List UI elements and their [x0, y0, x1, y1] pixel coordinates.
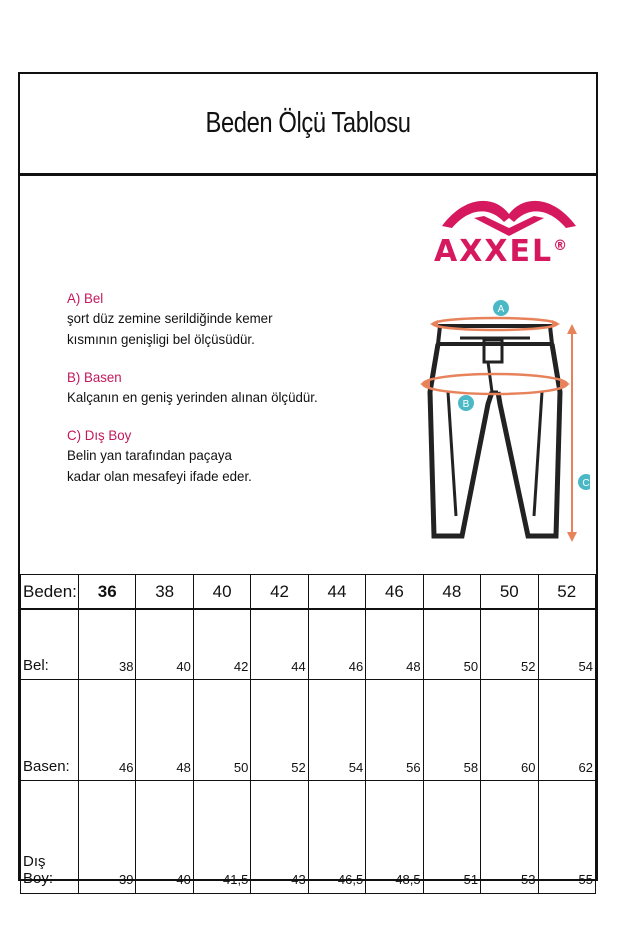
definition-bel [67, 288, 387, 350]
value-cell: 52 [481, 609, 538, 680]
row-label: Dış Boy: [21, 781, 79, 894]
measurement-definitions [67, 288, 387, 504]
value-cell: 41,5 [193, 781, 250, 894]
value-cell: 51 [423, 781, 480, 894]
definition-dis-boy [67, 425, 387, 487]
row-label: Basen: [21, 680, 79, 781]
value-cell: 54 [308, 680, 365, 781]
brand-name-text: AXXEL [434, 234, 554, 269]
size-cell: 46 [366, 575, 423, 610]
value-cell: 48,5 [366, 781, 423, 894]
value-cell: 55 [538, 781, 596, 894]
value-cell: 62 [538, 680, 596, 781]
value-cell: 44 [251, 609, 308, 680]
value-cell: 46 [79, 680, 136, 781]
brand-mark-icon [434, 188, 584, 238]
marker-b: B [462, 399, 470, 410]
value-cell: 48 [136, 680, 193, 781]
row-label: Bel: [21, 609, 79, 680]
size-cell: 44 [308, 575, 365, 610]
pants-diagram [400, 296, 590, 546]
definition-basen [67, 367, 387, 408]
definition-heading: A) Bel [67, 290, 104, 306]
header-label: Beden: [21, 575, 79, 610]
value-cell: 56 [366, 680, 423, 781]
size-cell: 50 [481, 575, 538, 610]
table-row-bel [21, 609, 596, 680]
value-cell: 42 [193, 609, 250, 680]
value-cell: 38 [79, 609, 136, 680]
size-cell: 52 [538, 575, 596, 610]
definition-text: Belin yan tarafından paçaya kadar olan mesafeyi ifade eder. [67, 447, 252, 484]
brand-logo [434, 188, 584, 268]
size-cell: 42 [251, 575, 308, 610]
brand-reg-mark: ® [553, 238, 568, 254]
value-cell: 58 [423, 680, 480, 781]
size-cell: 38 [136, 575, 193, 610]
page-title: Beden Ölçü Tablosu [205, 107, 411, 139]
size-cell: 40 [193, 575, 250, 610]
size-table [20, 574, 596, 894]
value-cell: 39 [79, 781, 136, 894]
info-panel [20, 176, 596, 576]
size-chart-sheet [18, 72, 598, 887]
marker-c: C [582, 478, 590, 489]
value-cell: 50 [193, 680, 250, 781]
value-cell: 48 [366, 609, 423, 680]
value-cell: 53 [481, 781, 538, 894]
definition-heading: B) Basen [67, 369, 122, 385]
value-cell: 40 [136, 781, 193, 894]
size-cell: 48 [423, 575, 480, 610]
value-cell: 46 [308, 609, 365, 680]
value-cell: 40 [136, 609, 193, 680]
value-cell: 50 [423, 609, 480, 680]
value-cell: 60 [481, 680, 538, 781]
title-row [20, 74, 596, 176]
definition-heading: C) Dış Boy [67, 427, 132, 443]
table-row-basen [21, 680, 596, 781]
value-cell: 52 [251, 680, 308, 781]
marker-a: A [497, 304, 505, 315]
size-header-row [21, 575, 596, 610]
brand-name [434, 234, 584, 269]
definition-text: şort düz zemine serildiğinde kemer kısmının genişligi bel ölçüsüdür. [67, 310, 273, 347]
value-cell: 54 [538, 609, 596, 680]
definition-text: Kalçanın en geniş yerinden alınan ölçüdür. [67, 389, 318, 405]
value-cell: 46,5 [308, 781, 365, 894]
value-cell: 43 [251, 781, 308, 894]
size-cell: 36 [79, 575, 136, 610]
table-row-dis-boy [21, 781, 596, 894]
